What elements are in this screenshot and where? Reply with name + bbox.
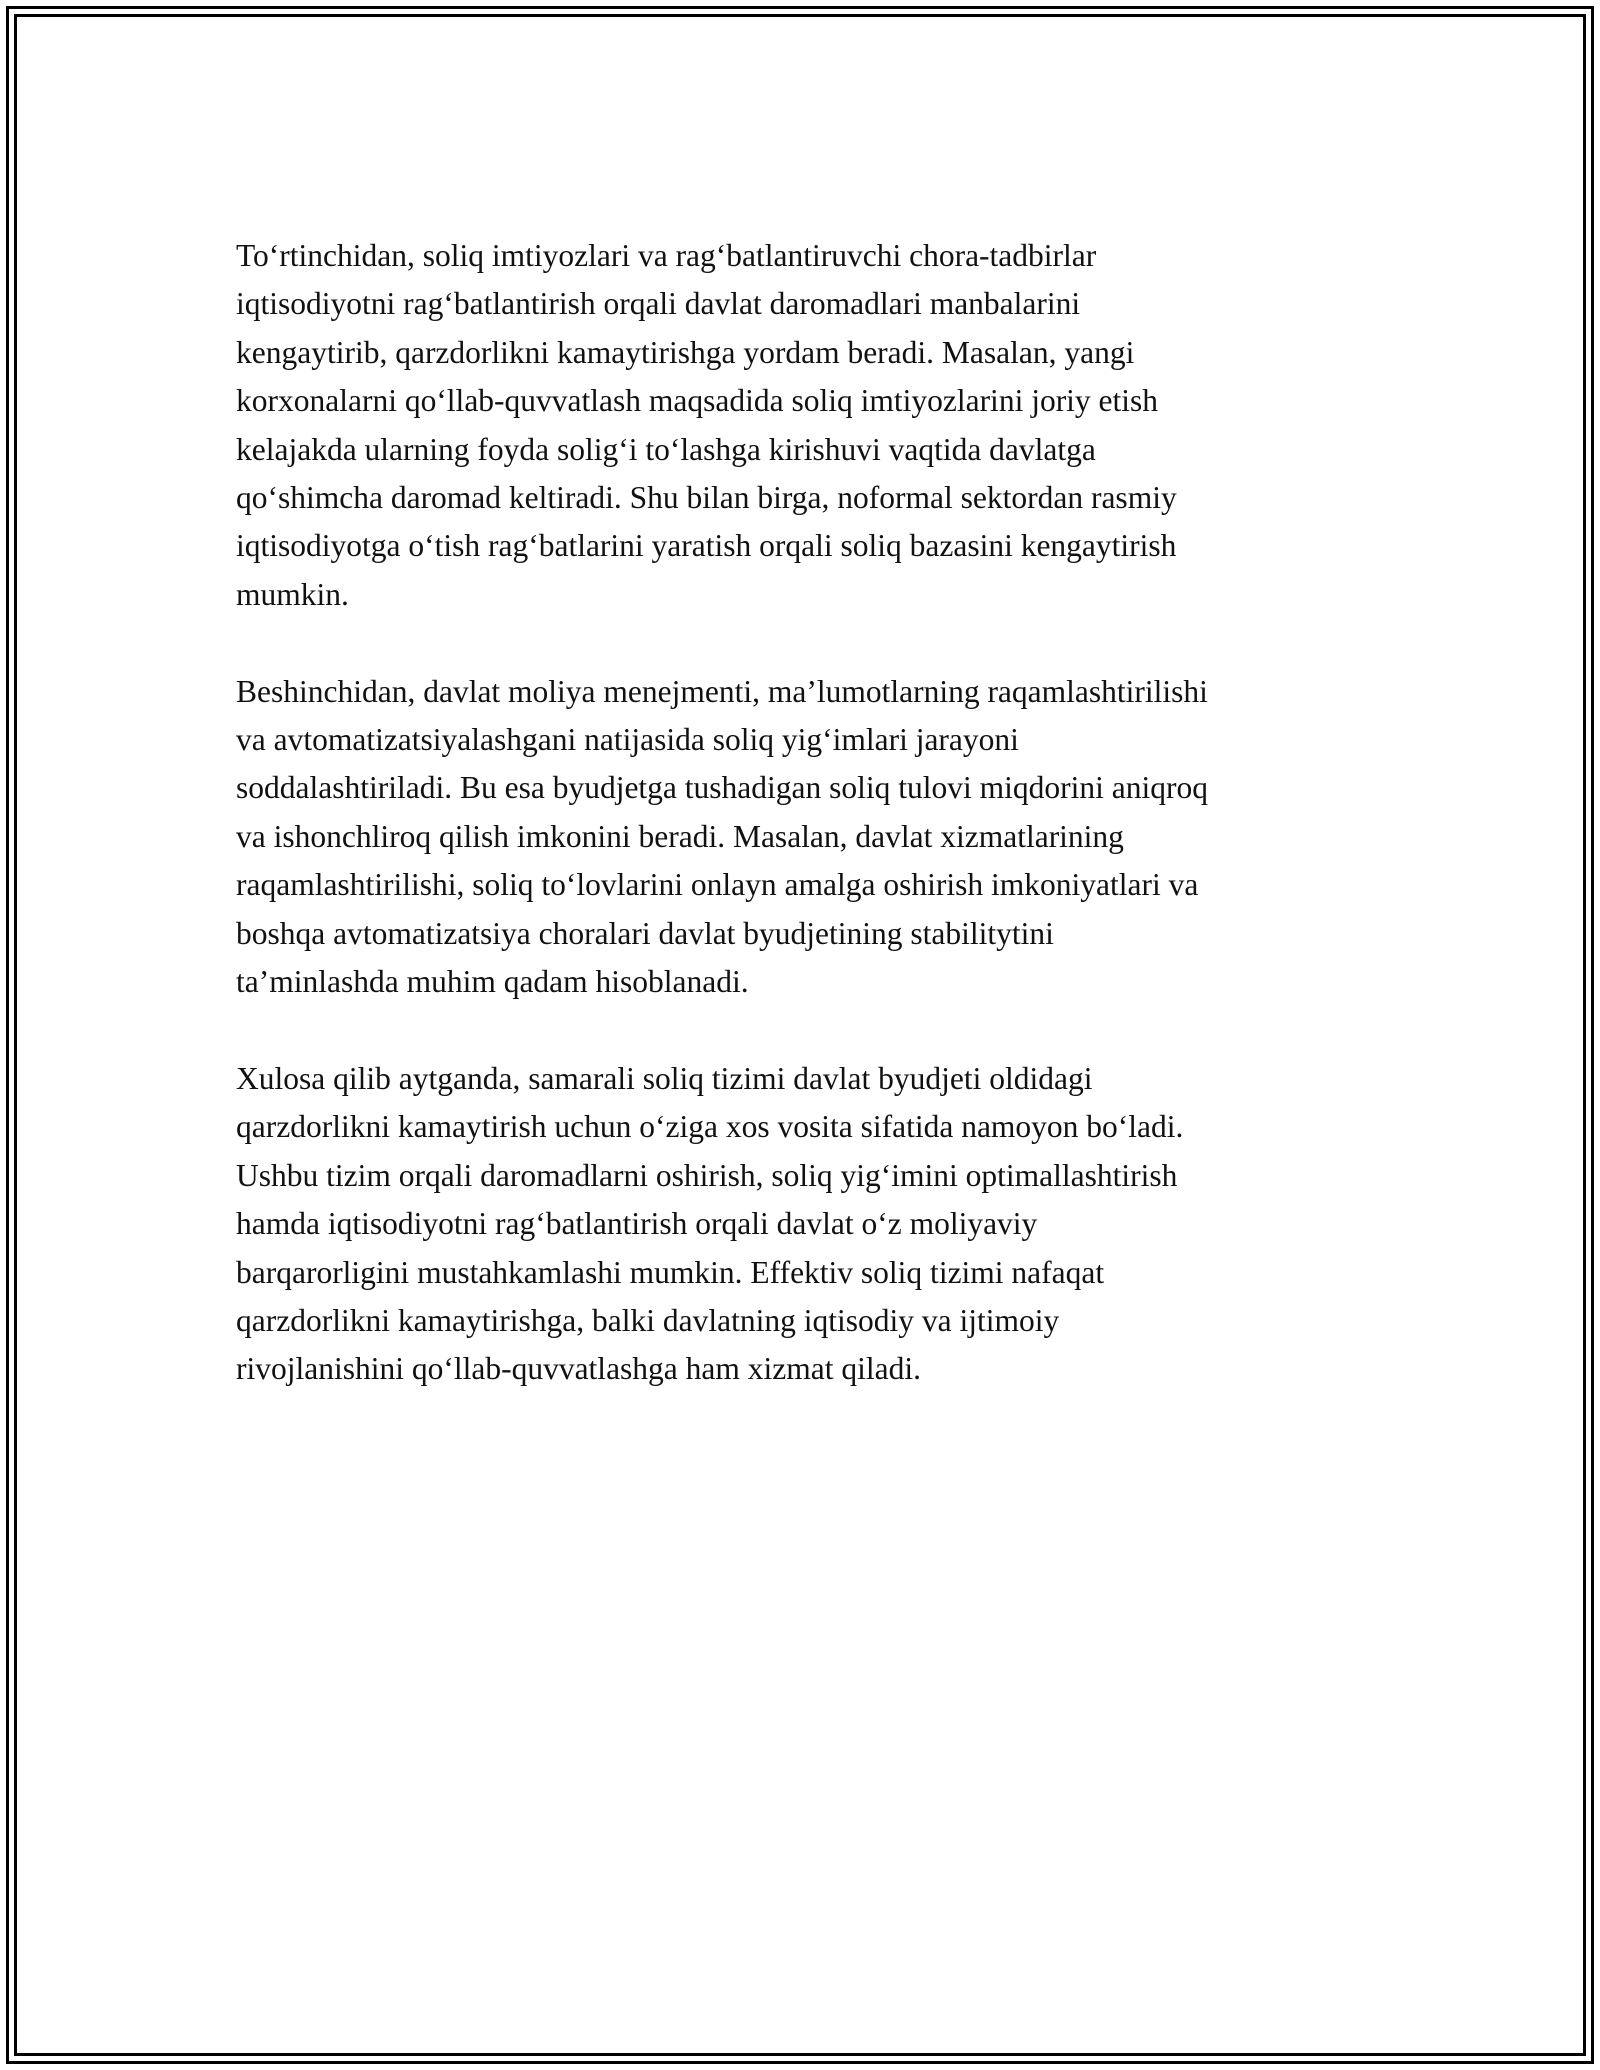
document-body [236, 232, 1386, 1442]
paragraph-fourth-point: To‘rtinchidan, soliq imtiyozlari va rag‘batlantiruvchi chora-tadbirlar iqtisodiyotni rag‘batlantirish orqali davlat daromadlari manbalarini kengaytirib, qarzdorlikni kamaytirishga yordam beradi. Masalan, yangi korxonalarni qo‘llab-quvvatlash maqsadida soliq imtiyozlarini joriy etish kelajakda ularning foyda solig‘i to‘lashga kirishuvi vaqtida davlatga qo‘shimcha daromad keltiradi. Shu bilan birga, noformal sektordan rasmiy iqtisodiyotga o‘tish rag‘batlarini yaratish orqali soliq bazasini kengaytirish mumkin. [236, 238, 1177, 612]
paragraph-fifth-point: Beshinchidan, davlat moliya menejmenti, ma’lumotlarning raqamlashtirilishi va avtomatizatsiyalashgani natijasida soliq yig‘imlari jarayoni soddalashtiriladi. Bu esa byudjetga tushadigan soliq tulovi miqdorini aniqroq va ishonchliroq qilish imkonini beradi. Masalan, davlat xizmatlarining raqamlashtirilishi, soliq to‘lovlarini onlayn amalga oshirish imkoniyatlari va boshqa avtomatizatsiya choralari davlat byudjetining stabilitytini ta’minlashda muhim qadam hisoblanadi. [236, 673, 1208, 1000]
paragraph-conclusion: Xulosa qilib aytganda, samarali soliq tizimi davlat byudjeti oldidagi qarzdorlikni kamaytirish uchun o‘ziga xos vosita sifatida namoyon bo‘ladi. Ushbu tizim orqali daromadlarni oshirish, soliq yig‘imini optimallashtirish hamda iqtisodiyotni rag‘batlantirish orqali davlat o‘z moliyaviy barqarorligini mustahkamlashi mumkin. Effektiv soliq tizimi nafaqat qarzdorlikni kamaytirishga, balki davlatning iqtisodiy va ijtimoiy rivojlanishini qo‘llab-quvvatlashga ham xizmat qiladi. [236, 1060, 1184, 1387]
